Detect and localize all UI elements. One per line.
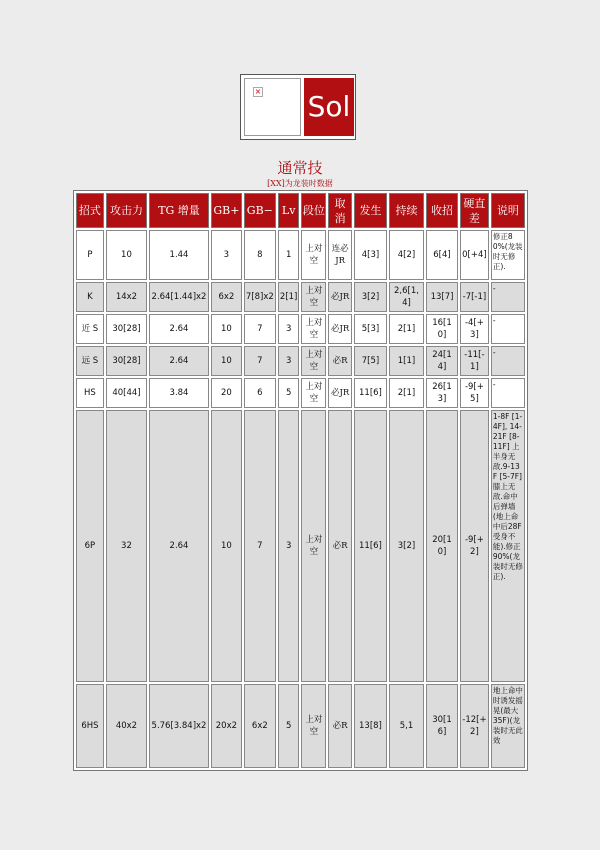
cell-gb-plus: 3 [211, 230, 242, 280]
cell-cancel: 必JR [328, 378, 352, 408]
cell-move: 6P [76, 410, 104, 682]
cell-advantage: -11[-1] [460, 346, 489, 376]
page-title: 通常技 [277, 159, 323, 177]
cell-gb-minus: 7 [244, 314, 276, 344]
brand-logo: Sol [304, 78, 354, 136]
header-tg: TG 增量 [149, 193, 209, 228]
cell-advantage: -4[+3] [460, 314, 489, 344]
cell-gb-minus: 6x2 [244, 684, 276, 768]
cell-tg: 2.64[1.44]x2 [149, 282, 209, 312]
cell-level: 1 [278, 230, 300, 280]
logo-banner [240, 74, 356, 140]
cell-tg: 5.76[3.84]x2 [149, 684, 209, 768]
cell-cancel: 必R [328, 346, 352, 376]
cell-guard: 上对空 [301, 684, 326, 768]
table-row [76, 684, 525, 768]
cell-advantage: -12[+2] [460, 684, 489, 768]
cell-active: 5,1 [389, 684, 424, 768]
cell-guard: 上对空 [301, 346, 326, 376]
cell-recovery: 20[10] [426, 410, 458, 682]
cell-level: 5 [278, 378, 300, 408]
cell-attack: 14x2 [106, 282, 147, 312]
cell-move: K [76, 282, 104, 312]
cell-active: 2[1] [389, 314, 424, 344]
cell-attack: 30[28] [106, 314, 147, 344]
cell-startup: 13[8] [354, 684, 387, 768]
cell-tg: 1.44 [149, 230, 209, 280]
cell-gb-plus: 6x2 [211, 282, 242, 312]
cell-advantage: 0[+4] [460, 230, 489, 280]
cell-tg: 3.84 [149, 378, 209, 408]
cell-startup: 5[3] [354, 314, 387, 344]
cell-gb-plus: 10 [211, 346, 242, 376]
header-guard: 段位 [301, 193, 326, 228]
table-row [76, 230, 525, 280]
header-active: 持续 [389, 193, 424, 228]
cell-attack: 10 [106, 230, 147, 280]
cell-cancel: 连必JR [328, 230, 352, 280]
cell-level: 2[1] [278, 282, 300, 312]
cell-gb-minus: 6 [244, 378, 276, 408]
cell-cancel: 必R [328, 684, 352, 768]
cell-attack: 40[44] [106, 378, 147, 408]
table-row [76, 378, 525, 408]
header-note: 说明 [491, 193, 525, 228]
cell-gb-plus: 20 [211, 378, 242, 408]
cell-level: 3 [278, 314, 300, 344]
cell-tg: 2.64 [149, 346, 209, 376]
cell-advantage: -7[-1] [460, 282, 489, 312]
cell-recovery: 24[14] [426, 346, 458, 376]
broken-image-icon: × [254, 87, 262, 96]
cell-startup: 11[6] [354, 378, 387, 408]
cell-note: - [491, 314, 525, 344]
cell-move: 近 S [76, 314, 104, 344]
cell-guard: 上对空 [301, 314, 326, 344]
cell-attack: 32 [106, 410, 147, 682]
header-move: 招式 [76, 193, 104, 228]
cell-cancel: 必JR [328, 314, 352, 344]
cell-level: 5 [278, 684, 300, 768]
cell-attack: 40x2 [106, 684, 147, 768]
cell-guard: 上对空 [301, 282, 326, 312]
broken-image-placeholder [244, 78, 301, 136]
cell-active: 3[2] [389, 410, 424, 682]
cell-move: 6HS [76, 684, 104, 768]
cell-gb-minus: 7 [244, 346, 276, 376]
header-advantage: 硬直差 [460, 193, 489, 228]
cell-gb-minus: 7[8]x2 [244, 282, 276, 312]
cell-gb-plus: 10 [211, 314, 242, 344]
cell-active: 4[2] [389, 230, 424, 280]
cell-note: - [491, 346, 525, 376]
header-recovery: 收招 [426, 193, 458, 228]
header-level: Lv [278, 193, 300, 228]
cell-advantage: -9[+2] [460, 410, 489, 682]
cell-cancel: 必JR [328, 282, 352, 312]
cell-recovery: 26[13] [426, 378, 458, 408]
cell-active: 1[1] [389, 346, 424, 376]
cell-recovery: 30[16] [426, 684, 458, 768]
cell-guard: 上对空 [301, 378, 326, 408]
cell-guard: 上对空 [301, 410, 326, 682]
cell-move: P [76, 230, 104, 280]
cell-startup: 11[6] [354, 410, 387, 682]
cell-recovery: 16[10] [426, 314, 458, 344]
cell-guard: 上对空 [301, 230, 326, 280]
table-row [76, 346, 525, 376]
cell-level: 3 [278, 346, 300, 376]
cell-startup: 4[3] [354, 230, 387, 280]
cell-note: - [491, 282, 525, 312]
cell-note: - [491, 378, 525, 408]
header-gb-minus: GB− [244, 193, 276, 228]
cell-startup: 7[5] [354, 346, 387, 376]
header-row [76, 193, 525, 228]
table-row [76, 410, 525, 682]
cell-gb-minus: 8 [244, 230, 276, 280]
cell-advantage: -9[+5] [460, 378, 489, 408]
header-attack: 攻击力 [106, 193, 147, 228]
moves-table [73, 190, 528, 771]
cell-startup: 3[2] [354, 282, 387, 312]
cell-move: HS [76, 378, 104, 408]
cell-cancel: 必R [328, 410, 352, 682]
cell-active: 2,6[1,4] [389, 282, 424, 312]
cell-note: 修正80%(龙装时无修正). [491, 230, 525, 280]
cell-note: 地上命中时诱发摇晃(最大35F)(龙装时无此效 [491, 684, 525, 768]
cell-level: 3 [278, 410, 300, 682]
header-startup: 发生 [354, 193, 387, 228]
cell-recovery: 13[7] [426, 282, 458, 312]
cell-tg: 2.64 [149, 314, 209, 344]
cell-gb-plus: 10 [211, 410, 242, 682]
cell-attack: 30[28] [106, 346, 147, 376]
cell-recovery: 6[4] [426, 230, 458, 280]
cell-note: 1-8F [1-4F], 14-21F [8-11F] 上半身无敌.9-13F [5-7F] 膝上无敌.命中后弹墙(地上命中后28F 受身不能).修正90%(龙装时无修正). [491, 410, 525, 682]
cell-active: 2[1] [389, 378, 424, 408]
table-row [76, 314, 525, 344]
header-cancel: 取消 [328, 193, 352, 228]
cell-tg: 2.64 [149, 410, 209, 682]
cell-move: 远 S [76, 346, 104, 376]
cell-gb-plus: 20x2 [211, 684, 242, 768]
cell-gb-minus: 7 [244, 410, 276, 682]
header-gb-plus: GB+ [211, 193, 242, 228]
page-subtitle: [XX]为龙装时数据 [267, 179, 333, 188]
table-row [76, 282, 525, 312]
